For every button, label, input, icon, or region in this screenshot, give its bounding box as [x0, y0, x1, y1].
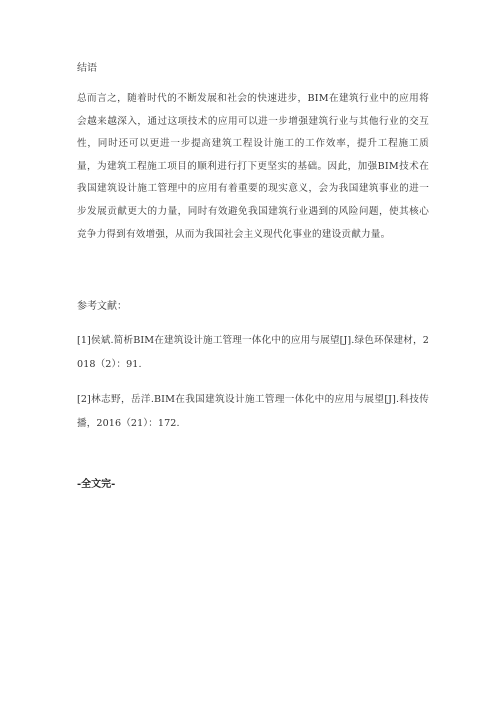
references-title: 参考文献：	[77, 301, 127, 312]
reference-item-1: [1]侯斌.简析BIM在建筑设计施工管理一体化中的应用与展望[J].绿色环保建材，2018（2）：91.	[77, 335, 429, 370]
end-of-text-mark: -全文完-	[77, 479, 116, 490]
section-heading: 结语	[77, 63, 97, 74]
reference-item-2: [2]林志野，岳洋.BIM在我国建筑设计施工管理一体化中的应用与展望[J].科技传播，2016（21）：172.	[77, 394, 429, 429]
conclusion-paragraph: 总而言之，随着时代的不断发展和社会的快速进步，BIM在建筑行业中的应用将会越来越深入，通过这项技术的应用可以进一步增强建筑行业与其他行业的交互性，同时还可以更进一步提高建筑工程设计施工的工作效率，提升工程施工质量，为建筑工程施工项目的顺利进行打下更坚实的基础。因此，加强BIM技术在我国建筑设计施工管理中的应用有着重要的现实意义，会为我国建筑事业的进一步发展贡献更大的力量，同时有效避免我国建筑行业遇到的风险问题，使其核心竞争力得到有效增强，从而为我国社会主义现代化事业的建设贡献力量。	[77, 93, 429, 240]
